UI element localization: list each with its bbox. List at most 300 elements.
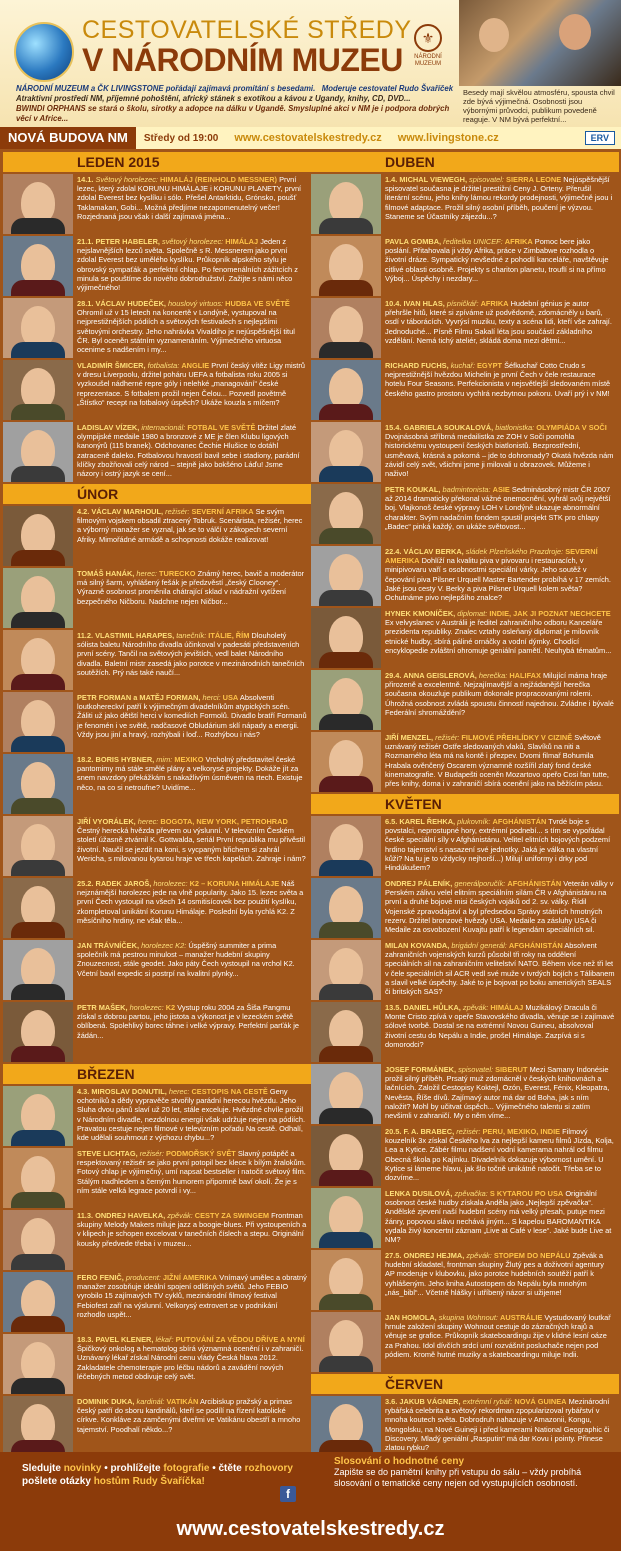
event-role: diplomat: [457, 609, 490, 618]
portrait-body [11, 736, 65, 752]
event-description: Muzikálový Dracula či Monte Cristo zpívá v opeře Stavovského divadla, věnuje se i zajímavé sólové tvorbě. Dostal se na extrémní Novou Guineu, absolvoval životní cestu do Nepálu a Indie, prošel Himálaje. Zazpívá si s domorodci? [385, 1003, 615, 1049]
footer [0, 1452, 621, 1551]
event-topic: AFRIKA [504, 237, 533, 246]
portrait-photo [3, 630, 73, 690]
intro-desc: pořádají zajímavá promítání s besedami. [163, 84, 316, 93]
event-topic: AFGHÁNISTÁN [507, 879, 562, 888]
event-topic: ANGLIE [181, 361, 210, 370]
event-guest: 6.5. KAREL ŘEHKA, [385, 817, 458, 826]
event-role: horolezec: [153, 879, 190, 888]
event-guest: 25.2. RADEK JAROŠ, [77, 879, 154, 888]
portrait-body [319, 922, 373, 938]
follow-text: Sledujte [22, 1463, 64, 1474]
portrait-photo [311, 1064, 381, 1124]
portrait-body [11, 1440, 65, 1452]
portrait-photo [3, 940, 73, 1000]
photo-person-left [479, 18, 509, 52]
event-description: Mezinárodní rybářská celebrita a světový rekordman zpopularizoval rybářství v mnoha koutech světa. Dobrodruh nahazuje v Amazonii, Kongu, Mongolsku, na Nové Guineji i před kamerami National Geographic či Discovery. Mladý geniální „Rasputin“ má dar Kovu i pointy. Přinese zlatou rybku? [385, 1397, 610, 1452]
title-line2: V NÁRODNÍM MUZEU [82, 42, 403, 78]
event-topic: K2 – KORUNA HIMÁLAJE [189, 879, 280, 888]
event-role: kuchař: [450, 361, 477, 370]
portrait-body [319, 466, 373, 482]
intro-org: NÁRODNÍ MUZEUM a ČK LIVINGSTONE [16, 84, 164, 93]
nm-logo [405, 24, 451, 76]
month-header: LEDEN 2015 [3, 152, 311, 172]
event-role: zpěvák: [462, 1003, 491, 1012]
event-role: spisovatel: [458, 1065, 496, 1074]
erv-logo: ERV [585, 131, 615, 145]
event-topic: HALIFAX [509, 671, 541, 680]
event-guest: JIŘÍ MENZEL, [385, 733, 436, 742]
event-description: Originální osobnost české hudby získala Anděla jako „Nejlepší zpěvačka“. Andělské zjevení naší hudební scény má velký přesah, putuje mezi žánry, popovou slávu nechává jiným... S kapelou BAROMANTIKA vydala živý koncertní záznam „Live at Café v lese“. Jaké bude Live at NM? [385, 1189, 612, 1245]
event-role: režisér: [165, 507, 192, 516]
portrait-body [11, 466, 65, 482]
event-description: První lezec, který zdolal KORUNU HIMÁLAJE i KORUNU PLANETY, první zdolal Everest bez kyslíku i sólo. Přešel Antarktidu, Grónsko, poušť Taklamakan, Gobi... Možná předjíme nezapomenutelný večer! Rozjednaná jsou však i další zajímavá jména... [77, 175, 302, 221]
event-entry [311, 1188, 619, 1248]
event-guest: 18.2. BORIS HYBNER, [77, 755, 157, 764]
right-column [311, 152, 619, 1452]
event-role: herec: [137, 817, 161, 826]
event-description: Filmový kouzelník 3x získal Českého lva za nejlepší kameru filmů Jízda, Kolja, Lea a Kytice. Zábér filmu nadšení vodní kamerama nahrál od filmu Obecná škola po Kajínku. Divadelník dokazuje výbornost umění. U Kytice si lámeme hlavu, jak šlo točně unikátně natočit. Třeba se to dozvíme... [385, 1127, 614, 1183]
event-description: Geny ochotníků a dědy vypravěče stvořily parádní herecou hvězdu. Jeho Sluha dvou pánů slaví už 20 let, stále exceluje. Hvězdné chvíle prožil v Národním divadle, nezdolnou energii však udržuje nejen na pódiích. Pravatou cestuje nejen filmové v televizním pořadu Na cestě. Odhalí, kde udělali souhrnout z výchozu chybu...? [77, 1087, 306, 1143]
event-topic: NOVÁ GUINEA [514, 1397, 567, 1406]
event-topic: OLYMPIÁDA V SOČI [536, 423, 607, 432]
header [0, 0, 621, 127]
event-description: Hudební génius je autor přehršle hitů, které si zpíváme už podvědomě, zdomácněly u barů, osdí v táborácích. Vyvrýsí muziku, texty a scéna lidi, kteří vše zahrají. Jednoduché... Písně Filmu Sakalí léta jsou součástí základního vzdělání. Nemá tichý ateliér, skládá doma mezi dětmi... [385, 299, 612, 345]
event-entry [311, 1064, 619, 1124]
event-description: Známý herec, bavič a moderátor má silný šarm, vyhlášený fešák je předzvěstí „český Clooney“. Výrazně osobnost proměnila chátrající sklad v nádražní vytížení bezpečného Ničboru. Nadchne nejen Ničbor... [77, 569, 305, 606]
event-text [381, 878, 619, 938]
event-guest: 27.5. ONDREJ HEJMA, [385, 1251, 467, 1260]
event-text [381, 360, 619, 420]
footer-left [22, 1462, 312, 1488]
portrait-photo [311, 1312, 381, 1372]
portrait-body [11, 1130, 65, 1146]
event-role: producent: [125, 1273, 163, 1282]
event-entry [3, 422, 311, 482]
photo-person-right [559, 14, 591, 50]
footer-follow-line [22, 1462, 312, 1475]
event-guest: VLADIMÍR ŠMICER, [77, 361, 148, 370]
event-description: Jeden z nejslavnějších lezců světa. Společně s R. Messnerem jako první zdolal Everest bez umělého kyslíku. Průkopník alpského stylu je obrovský sympaťák a perfektní chlap. Po fenomenálních zážitcích z minula se pouštíme do nového dobrodružství. Zažijte s námi něco výjimečného! [77, 237, 298, 293]
event-text [73, 1148, 311, 1208]
event-topic: CESTY ZA SWINGEM [194, 1211, 270, 1220]
portrait-photo [311, 422, 381, 482]
event-entry [311, 422, 619, 482]
event-text [381, 236, 619, 296]
event-guest: 11.3. ONDREJ HAVELKA, [77, 1211, 168, 1220]
event-text [73, 1002, 311, 1062]
event-guest: JOSEF FORMÁNEK, [385, 1065, 459, 1074]
portrait-body [319, 1440, 373, 1452]
event-entry [3, 1272, 311, 1332]
raffle-title: Slosování o hodnotné ceny [334, 1456, 465, 1467]
portrait-body [319, 984, 373, 1000]
event-topic: HIMÁLAJ [225, 237, 259, 246]
event-role: Světový horolezec: [95, 175, 160, 184]
event-topic: TURECKO [159, 569, 196, 578]
event-role: houslový virtuos: [168, 299, 226, 308]
portrait-photo [3, 1334, 73, 1394]
event-entry [3, 630, 311, 690]
portrait-body [319, 776, 373, 792]
portrait-photo [3, 692, 73, 752]
portrait-body [319, 218, 373, 234]
portrait-photo [311, 1126, 381, 1186]
portrait-body [319, 1108, 373, 1124]
questions-link[interactable]: hostům Rudy Švaříčka! [93, 1476, 205, 1487]
portrait-body [11, 1378, 65, 1394]
event-text [73, 1272, 311, 1332]
event-description: Slavný potápěč a respektovaný režisér se jako první potopil bez klece k bílým žralokům. Fotový chlap je výjimečný, umí napsat bestseller i natočit světový film. Stálým nadhledem a černým humorem připomně baví okolí. Že je s ním stále velká legrace potvrdí i vy... [77, 1149, 306, 1195]
event-role: sládek Plzeňského Prazdroje: [465, 547, 566, 556]
portrait-body [319, 1170, 373, 1186]
event-text [381, 608, 619, 668]
event-topic: USA [222, 693, 239, 702]
event-topic: CESTOPIS NA CESTĚ [191, 1087, 268, 1096]
footer-questions-line [22, 1475, 312, 1488]
event-guest: JIŘÍ VYORÁLEK, [77, 817, 138, 826]
event-role: světový horolezec: [162, 237, 226, 246]
event-guest: JAN HOMOLA, [385, 1313, 439, 1322]
portrait-photo [3, 360, 73, 420]
event-role: herec: [168, 1087, 192, 1096]
event-topic: INDIE, JAK JI POZNAT NECHCETE [489, 609, 611, 618]
event-topic: HIMÁLAJ [490, 1003, 524, 1012]
interviews-link[interactable]: rozhovory [244, 1463, 293, 1474]
intro-line3: BWINDI ORPHANS se stará o školu, sirotky a adopce na dálku v Ugandě. Smysluplné akci v NM je i podpora dobrých věcí v Africe... [16, 104, 450, 123]
event-text [73, 630, 311, 690]
event-description: Ohromil už v 15 letech na koncertě v Londýně, vystupoval na nejprestižnějších pódiích a světových festivalech s nejlepšími světovými orchestry. Jeho nahrávka Vivaldiho je nejúspěšnější titul ČR. Byl oceněn státním vyznamenáním. Výjimečného virtuosa ocenime s nadšením i my... [77, 308, 295, 355]
event-role: biatlonistka: [495, 423, 537, 432]
portrait-photo [311, 732, 381, 792]
event-role: zpěvačka: [454, 1189, 490, 1198]
portrait-body [319, 1046, 373, 1062]
portrait-photo [3, 568, 73, 628]
event-topic: ITÁLIE, ŘÍM [208, 631, 250, 640]
event-text [381, 1064, 619, 1124]
event-text [73, 1086, 311, 1146]
venue-label: NOVÁ BUDOVA NM [0, 127, 136, 149]
event-topic: S KYTAROU PO USA [489, 1189, 564, 1198]
event-entry [311, 1396, 619, 1452]
send-text: pošlete otázky [22, 1476, 94, 1487]
event-topic: PODMOŘSKÝ SVĚT [165, 1149, 236, 1158]
event-description: Dvojnásobná stříbrná medailistka ze ZOH v Soči pomohla historickému vystoupení českých biatlonistů. Bezprostřední, usměvavá, krásná a pokorná – jde to dohromady? Okatá hvězda nám závidí celý svět, všichni jsme ji milovali u obrazovek. Můžeme i naživo! [385, 432, 614, 479]
event-entry [311, 732, 619, 792]
event-entry [311, 236, 619, 296]
event-text [381, 484, 619, 544]
event-topic: AUSTRÁLIE [500, 1313, 543, 1322]
portrait-photo [311, 1002, 381, 1062]
event-guest: PAVLA GOMBA, [385, 237, 444, 246]
museum-seal-icon: ⚜ [414, 24, 442, 52]
portrait-body [319, 1294, 373, 1310]
event-text [73, 174, 311, 234]
event-entry [3, 1396, 311, 1452]
event-text [381, 1312, 619, 1372]
event-description: Šéfkuchař Cotto Crudo s nejprestižnější hvězdou Michelin je první Čech v čele restaurace hotelu Four Seasons. Perfekcionista v nejsvětlejší sledovaném místě českého gastro prostoru vychlrá nezbytnou pokoru. Uvaří prý i v NM! [385, 361, 611, 398]
portrait-body [319, 528, 373, 544]
event-text [73, 236, 311, 296]
event-entry [3, 816, 311, 876]
intro-moderator: Moderuje cestovatel Rudo Švaříček [321, 84, 454, 93]
time-label: Středy od 19:00 [143, 132, 219, 144]
event-entry [311, 546, 619, 606]
event-role: mim: [156, 755, 175, 764]
event-topic: EGYPT [477, 361, 503, 370]
event-guest: MILAN KOVANDA, [385, 941, 452, 950]
event-guest: 29.4. ANNA GEISLEROVÁ, [385, 671, 479, 680]
event-role: zpěvák: [466, 1251, 494, 1260]
portrait-body [11, 218, 65, 234]
event-entry [311, 940, 619, 1000]
event-guest: LADISLAV VÍZEK, [77, 423, 142, 432]
event-role: zpěvák: [167, 1211, 195, 1220]
month-header: ČERVEN [311, 1374, 619, 1394]
month-header: DUBEN [311, 152, 619, 172]
facebook-icon[interactable]: f [280, 1486, 296, 1502]
portrait-photo [311, 816, 381, 876]
globe-icon [14, 22, 74, 82]
portrait-body [319, 714, 373, 730]
event-text [73, 360, 311, 420]
photos-link[interactable]: fotografie [163, 1463, 210, 1474]
portrait-photo [311, 608, 381, 668]
portrait-photo [3, 422, 73, 482]
portrait-body [11, 404, 65, 420]
event-entry [3, 692, 311, 752]
event-guest: 13.5. DANIEL HŮLKA, [385, 1003, 463, 1012]
event-text [73, 878, 311, 938]
portrait-photo [311, 1250, 381, 1310]
event-text [381, 422, 619, 482]
event-text [73, 816, 311, 876]
portrait-body [11, 674, 65, 690]
event-role: písničkář: [446, 299, 481, 308]
footer-url[interactable]: www.cestovatelskestredy.cz [176, 1518, 445, 1540]
event-topic: AFGHÁNISTÁN [492, 817, 547, 826]
event-topic: JIŽNÍ AMERIKA [162, 1273, 218, 1282]
event-description: Milující máma hraje přirozeně a excelentně. Nejzajímavější a nejžádanější herečka současna okouzluje publikum dokonale propracovanými rolemi. Úhrožná osobnost zvládá spoustu činností najednou. Zvládne i bývalé Federální shromáždění? [385, 671, 614, 717]
raffle-text: Zapište se do pamětní knihy při vstupu do sálu – vždy probíhá slosování o tematické ceny nejen od vystupujících osobností. [334, 1467, 582, 1488]
event-entry [3, 1334, 311, 1394]
event-role: brigádní generál: [451, 941, 509, 950]
event-role: kardinál: [136, 1397, 167, 1406]
event-text [381, 670, 619, 730]
event-text [381, 1250, 619, 1310]
event-guest: JAN TRÁVNÍČEK, [77, 941, 142, 950]
event-text [73, 1334, 311, 1394]
event-topic: HUDBA VE SVĚTĚ [225, 299, 290, 308]
event-text [381, 940, 619, 1000]
event-guest: PETR MAŠEK, [77, 1003, 130, 1012]
portrait-photo [311, 484, 381, 544]
event-description: Absolventi loutkohereckví patří k výjimečným divadelníkům atypických scén. Žáliti už jako dětští herci v komediích Formolů. Divadlo bratří Formanů je fenomén i ve světě, nadčasové Obludárium sklí nápady a energii. Vždy jsou jiní a hravý, rozhýbali i loď... Rozhýbou i nás? [77, 693, 307, 739]
portrait-photo [3, 236, 73, 296]
event-role: fotbalista: [147, 361, 182, 370]
event-description: Nejúspěšnější spisovatel současna je držitel prestižní Ceny J. Orteny. Přerušil literární scénu, jeho knihy lámou rekordy prodejnosti, výjimečně jsou i filmové adaptace. Prožil silný osobní příběh, poučení je výzvou. Staneme se Účastníky zájezdu...? [385, 175, 613, 221]
portrait-body [319, 860, 373, 876]
event-description: Frontman skupiny Melody Makers miluje jazz a boogie-blues. Při vystoupeních a v klipech je schopen excelovat v tanečních číslech a stepu. Originální kousky předvede třeba i v muzeu... [77, 1211, 307, 1248]
news-link[interactable]: novinky [63, 1463, 102, 1474]
event-guest: TOMÁŠ HANÁK, [77, 569, 137, 578]
event-topic: AFGHÁNISTÁN [508, 941, 563, 950]
portrait-photo [311, 298, 381, 358]
portrait-photo [3, 506, 73, 566]
event-role: herec: [136, 569, 160, 578]
event-entry [3, 174, 311, 234]
portrait-photo [3, 1148, 73, 1208]
event-entry [311, 298, 619, 358]
event-entry [3, 1086, 311, 1146]
event-entry [311, 174, 619, 234]
event-entry [3, 568, 311, 628]
event-description: Mezi Samany Indonésie prožil silný příběh. Prsatý muž zdomácněl v českých knihovnách a lačnících. Založil Cestopisy Koktejl, Ozón, Everest, Fénix, Kleopatra, Nevěsta, Říše dívů. Zajímavý autor má dar od Boha, jak s ním naložit? Mohl by učitvat úspěch... Výjimečného talentu si zatím nevšimli v zahraničí. My o něm víme... [385, 1065, 610, 1121]
event-role: režisér: [456, 1127, 483, 1136]
event-entry [311, 484, 619, 544]
month-header: BŘEZEN [3, 1064, 311, 1084]
event-entry [311, 1126, 619, 1186]
portrait-photo [3, 1002, 73, 1062]
event-text [73, 692, 311, 752]
event-role: herečka: [478, 671, 510, 680]
portrait-photo [3, 754, 73, 814]
event-guest: 4.3. MIROSLAV DONUTIL, [77, 1087, 169, 1096]
portrait-photo [3, 298, 73, 358]
event-topic: SEVERNÍ AMERIKA [385, 547, 598, 566]
event-text [381, 1188, 619, 1248]
event-description: Vrcholný představitel české pantomimy má stále smělé plány a velkorysé projekty. Dokáže jít za snem navzdory překážkám s nakažlivým úsměvem na rtech. Existuje něco, na co si netroufne? Uvidíme... [77, 755, 303, 792]
event-topic: AFRIKA [480, 299, 509, 308]
event-guest: FERO FENIČ, [77, 1273, 126, 1282]
event-guest: PETR KOUKAL, [385, 485, 443, 494]
event-topic: K2 [165, 1003, 176, 1012]
event-entry [311, 670, 619, 730]
event-text [73, 298, 311, 358]
event-guest: 22.4. VÁCLAV BERKA, [385, 547, 466, 556]
portrait-photo [311, 940, 381, 1000]
event-topic: FILMOVÉ PŘEHLÍDKY V CIZINĚ [461, 733, 573, 742]
event-role: horolezec: [129, 1003, 166, 1012]
event-guest: 20.5. F. A. BRABEC, [385, 1127, 457, 1136]
event-entry [3, 236, 311, 296]
event-role: lékař: [155, 1335, 176, 1344]
event-topic: STOPEM DO NEPÁLU [493, 1251, 571, 1260]
event-guest: 1.4. MICHAL VIEWEGH, [385, 175, 470, 184]
event-description: Vnímavý umělec a obratný manažer zosobňuje ideální spojení odlišných světů. Jeho FEBIO vyrobilo 15 zajímavých TV cyklů, mezinárodní filmový festival Febiofest zaří na výslunní. Velkorysý extrovert se v podnikání rozhodlo uspět... [77, 1273, 307, 1319]
portrait-body [11, 342, 65, 358]
portrait-body [11, 612, 65, 628]
event-role: horolezec K2: [141, 941, 189, 950]
portrait-photo [311, 236, 381, 296]
event-entry [311, 608, 619, 668]
portrait-body [319, 590, 373, 606]
event-guest: 21.1. PETER HABELER, [77, 237, 163, 246]
intro-line1 [16, 84, 456, 94]
event-entry [311, 360, 619, 420]
event-text [73, 568, 311, 628]
portrait-body [11, 1254, 65, 1270]
month-header: KVĚTEN [311, 794, 619, 814]
portrait-photo [311, 1396, 381, 1452]
event-text [381, 1126, 619, 1186]
event-guest: HYNEK KMONÍČEK, [385, 609, 458, 618]
event-text [73, 940, 311, 1000]
portrait-photo [311, 670, 381, 730]
event-guest: 4.2. VÁCLAV MARHOUL, [77, 507, 166, 516]
event-entry [3, 940, 311, 1000]
event-role: herci: [202, 693, 223, 702]
event-text [73, 506, 311, 566]
event-topic: PERU, MEXIKO, INDIE [482, 1127, 561, 1136]
portrait-body [319, 1232, 373, 1248]
event-guest: 3.6. JAKUB VÁGNER, [385, 1397, 463, 1406]
event-topic: HIMALÁJ (REINHOLD MESSNER) [160, 175, 278, 184]
event-role: skupina Wohnout: [438, 1313, 501, 1322]
event-role: internacionál: [141, 423, 188, 432]
event-role: extrémní rybář: [462, 1397, 515, 1406]
event-description: Pomoc bere jako poslání. Přitahovala ji vždy Afrika, práce v Zimbabwe rozhodla o životní dráze. Sympatický nevšedné z pohodlí kanceláře, navštěvuje citlivé oblasti osobně. Projekty s chariton planetu, trouflí si na přímo Výboj... Úspěchy i nezdary... [385, 237, 609, 283]
portrait-body [319, 1356, 373, 1372]
website-link[interactable]: www.cestovatelskestredy.cz [234, 132, 382, 144]
event-topic: MEXIKO [174, 755, 204, 764]
event-text [73, 1210, 311, 1270]
event-description: Světově uznávaný režisér Ostře sledovaných vlaků, Slavíků na niti a Rozmarného léta má na kontě i přezpev. Dvomi filmař Bohumila Hrabala ověnčený Oscarem významně rozšířil zlatý fond české kinematografie. V Budapešti oceněn Mozartovo opeřo Cosi fan tutte, přes knihy, doma i v zahraničí sbírá ocenění jako na běžícím pásu. [385, 733, 609, 789]
event-topic: SIERRA LEONE [506, 175, 562, 184]
event-description: Zpěvák a hudební skladatel, frontman skupiny Žlutý pes a doživotní agentury AP moderuje v klubovku, jako porotce hudebních soutěží patří k vyhlášeným. Jeho kniha Autostopem do Nepálu byla mnohým „nás_bibl“... Včetně hlášky i utříbený názor si užijeme! [385, 1251, 604, 1297]
browse-text: • prohlížejte [101, 1463, 164, 1474]
event-topic: BOGOTA, NEW YORK, PETROHRAD [160, 817, 288, 826]
event-entry [311, 1250, 619, 1310]
event-description: Vystudovaný loutkař hrnule založení skupiny Wohnout cestuje do zázračných krajů a věnuje se grafice. Průkopník skateboardingu žije v klidné lesní oáze za Prahou. Idol dívčích srdcí umí rozvášnit posluchače nejen pod pódiem. Kromě hutné muziky a skateboardingu miluje Indii. [385, 1313, 611, 1359]
portrait-body [11, 280, 65, 296]
event-role: plukovník: [457, 817, 493, 826]
event-entry [3, 1148, 311, 1208]
portrait-body [11, 550, 65, 566]
portrait-body [319, 342, 373, 358]
event-entry [3, 1210, 311, 1270]
event-text [381, 298, 619, 358]
portrait-photo [3, 878, 73, 938]
event-entry [3, 360, 311, 420]
event-guest: 11.2. VLASTIMIL HARAPES, [77, 631, 177, 640]
portrait-photo [311, 878, 381, 938]
event-entry [311, 1312, 619, 1372]
portrait-photo [311, 360, 381, 420]
event-topic: FOTBAL VE SVĚTĚ [187, 423, 256, 432]
intro [16, 84, 456, 124]
portrait-photo [311, 1188, 381, 1248]
livingstone-link[interactable]: www.livingstone.cz [397, 132, 499, 144]
portrait-body [319, 652, 373, 668]
event-guest: DOMINIK DUKA, [77, 1397, 137, 1406]
event-guest: RICHARD FUCHS, [385, 361, 451, 370]
event-entry [3, 754, 311, 814]
portrait-body [11, 984, 65, 1000]
portrait-body [11, 1316, 65, 1332]
event-description: Vystup roku 2004 za Šiša Pangmu získal s dobrou partou, jeho jistota a výkonost je v lezeckém světě oblíbená. Spolehlivý borec táhne i velké výpravy. Perfektní parťák je žádán... [77, 1003, 300, 1040]
event-guest: STEVE LICHTAG, [77, 1149, 140, 1158]
event-entry [3, 878, 311, 938]
info-bar [0, 127, 621, 149]
portrait-body [11, 1046, 65, 1062]
portrait-photo [311, 546, 381, 606]
event-topic: SEVERNÍ AFRIKA [191, 507, 254, 516]
portrait-body [11, 922, 65, 938]
event-description: Dlouholetý sólista baletu Národního divadla účinkoval v padesáti představeních první scény. Tančil na světových jevištích, vedl balet Národního divadla. Baletní mistr zasedá jako porotce v mezinárodních tanečních soutěžích. Prý nás také naučí... [77, 631, 305, 677]
portrait-photo [3, 816, 73, 876]
